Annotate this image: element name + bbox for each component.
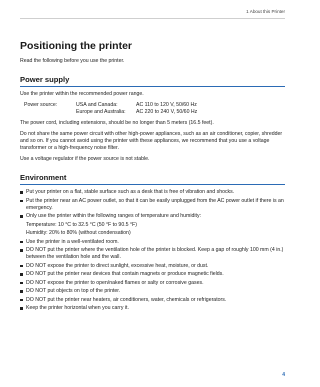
section-heading-environment: Environment <box>20 173 285 185</box>
list-item: Keep the printer horizontal when you carry it. <box>20 305 285 312</box>
humidity-range: Humidity: 20% to 80% (without condensation) <box>26 230 131 236</box>
power-source-row <box>24 109 285 116</box>
section-heading-power-supply: Power supply <box>20 75 285 87</box>
page-title: Positioning the printer <box>20 40 132 52</box>
list-item: DO NOT expose the printer to direct sunlight, excessive heat, moisture, or dust. <box>20 263 285 270</box>
power-source-value: AC 220 to 240 V, 50/60 Hz <box>136 109 198 115</box>
page-content <box>20 40 285 312</box>
list-item: DO NOT put objects on top of the printer. <box>20 288 285 295</box>
list-item: DO NOT expose the printer to open/naked flames or salty or corrosive gases. <box>20 280 285 287</box>
page-number: 4 <box>282 372 285 378</box>
list-item: DO NOT put the printer near heaters, air conditioners, water, chemicals or refrigerators. <box>20 297 285 304</box>
power-cord-note: The power cord, including extensions, should be no longer than 5 meters (16.5 feet). <box>20 120 214 126</box>
temperature-range: Temperature: 10 °C to 32.5 °C (50 °F to 90.5 °F) <box>26 221 137 228</box>
list-item: DO NOT put the printer near devices that contain magnets or produce magnetic fields. <box>20 271 285 278</box>
power-source-label <box>24 109 76 116</box>
power-supply-intro: Use the printer within the recommended power range. <box>20 91 144 97</box>
intro-text: Read the following before you use the printer. <box>20 58 125 64</box>
chapter-header: 1 About this Printer <box>246 9 285 14</box>
power-source-label: Power source: <box>24 102 58 108</box>
list-item: DO NOT put the printer where the ventilation hole of the printer is blocked. Keep a gap of roughly 100 mm (4 in.) between the ventilation hole and the wall. <box>20 247 285 261</box>
list-item: Only use the printer within the following ranges of temperature and humidity: <box>20 213 285 220</box>
power-source-value: AC 110 to 120 V, 50/60 Hz <box>136 102 197 108</box>
environment-list <box>20 189 285 312</box>
power-source-region: USA and Canada: <box>76 102 118 108</box>
power-source-region: Europe and Australia: <box>76 109 126 115</box>
list-item: Put your printer on a flat, stable surface such as a desk that is free of vibration and shocks. <box>20 189 285 196</box>
power-circuit-note: Do not share the same power circuit with other high-power appliances, such as an air conditioner, copier, shredder and so on. If you cannot avoid using the printer with these appliances, we recommend that you use a voltage transformer or a high-frequency noise filter. <box>20 131 283 151</box>
power-source-table <box>24 102 285 116</box>
list-item: Use the printer in a well-ventilated room. <box>20 239 285 246</box>
header-divider <box>20 18 285 19</box>
voltage-regulator-note: Use a voltage regulator if the power source is not stable. <box>20 156 150 162</box>
power-source-row <box>24 102 285 109</box>
list-item: Put the printer near an AC power outlet, so that it can be easily unplugged from the AC power outlet if there is an emergency. <box>20 198 285 212</box>
